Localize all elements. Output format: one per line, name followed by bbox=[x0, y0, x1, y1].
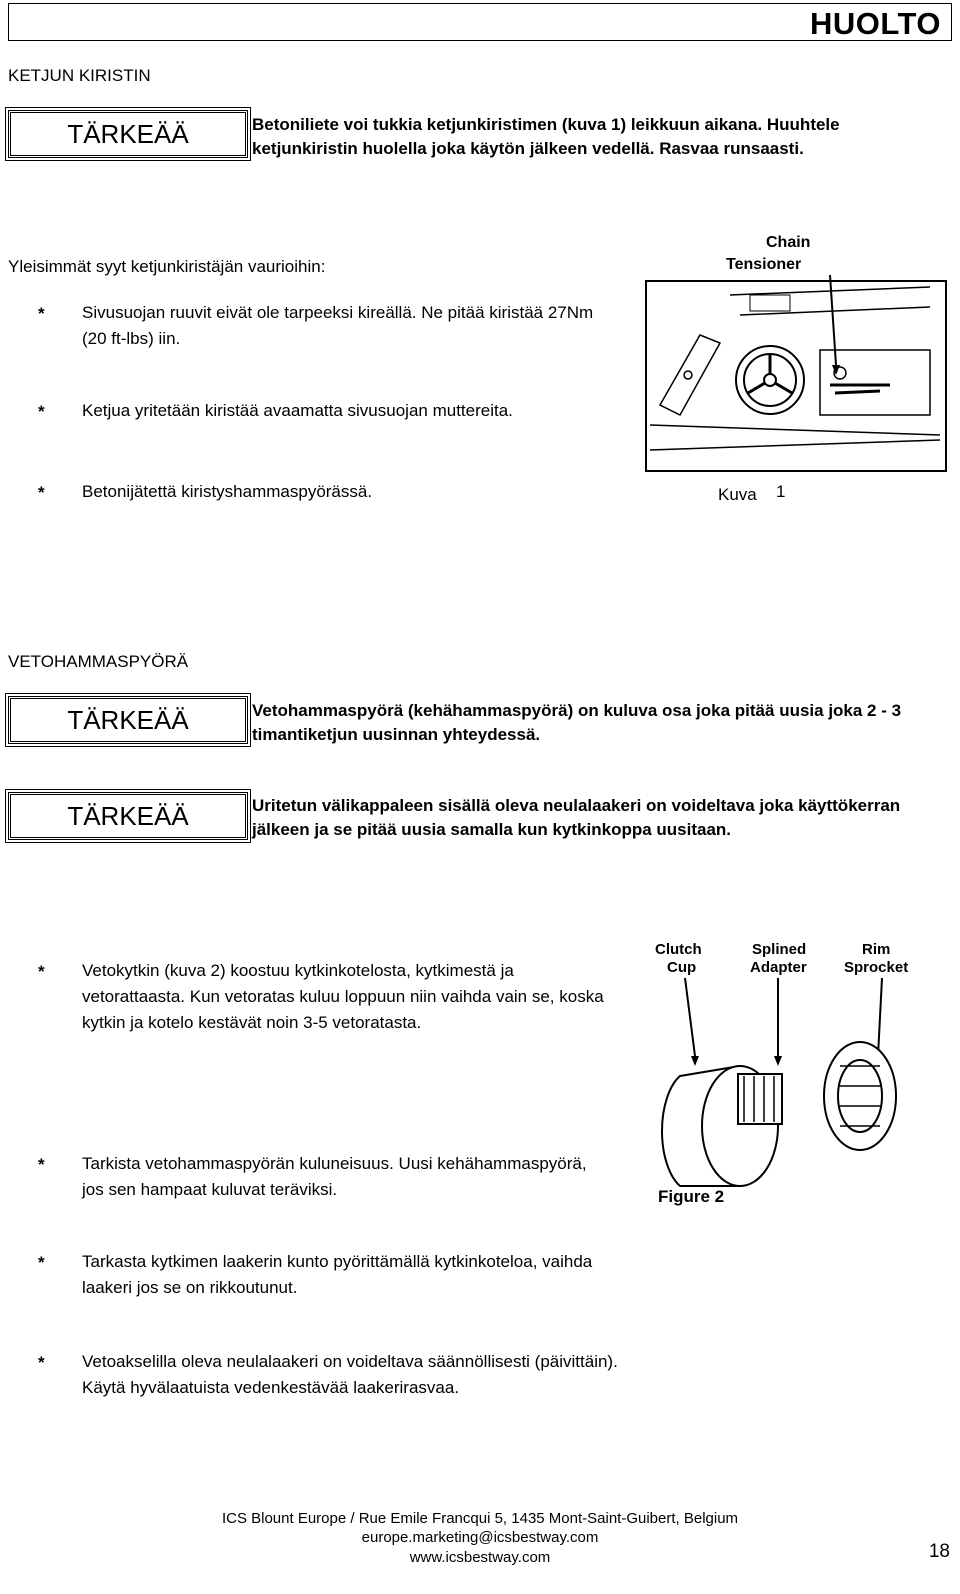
important-label: TÄRKEÄÄ bbox=[67, 118, 189, 149]
bullet-item: Sivusuojan ruuvit eivät ole tarpeeksi kireällä. Ne pitää kiristää 27Nm (20 ft-lbs) iin. bbox=[82, 303, 594, 348]
bullet-item: Tarkista vetohammaspyörän kuluneisuus. Uusi kehähammaspyörä, jos sen hampaat kuluvat teräviksi. bbox=[82, 1154, 587, 1199]
figure-label: Cup bbox=[667, 959, 697, 976]
bullet-item: Vetoakselilla oleva neulalaakeri on voideltava säännöllisesti (päivittäin). Käytä hyvälaatuista vedenkestävää laakerirasvaa. bbox=[82, 1352, 618, 1397]
bullet-marker: * bbox=[38, 962, 45, 981]
bullet-marker: * bbox=[38, 304, 45, 323]
important-box bbox=[8, 110, 248, 158]
bullet-marker: * bbox=[38, 402, 45, 421]
bullet-marker: * bbox=[38, 1353, 45, 1372]
figure-caption: Figure 2 bbox=[658, 1187, 725, 1206]
bullet-item: Tarkasta kytkimen laakerin kunto pyörittämällä kytkinkoteloa, vaihda laakeri jos se on rikkoutunut. bbox=[82, 1252, 593, 1297]
clutch-figure bbox=[640, 936, 940, 1216]
bullet-item: Ketjua yritetään kiristää avaamatta sivusuojan muttereita. bbox=[82, 401, 513, 420]
important-label: TÄRKEÄÄ bbox=[67, 800, 189, 831]
figure-label: Splined bbox=[752, 941, 807, 958]
page-title: HUOLTO bbox=[809, 6, 941, 41]
causes-title: Yleisimmät syyt ketjunkiristäjän vaurioihin: bbox=[8, 257, 326, 276]
page-number: 18 bbox=[928, 1541, 950, 1562]
bullet-marker: * bbox=[38, 483, 45, 502]
footer-website: www.icsbestway.com bbox=[409, 1549, 551, 1566]
important-text: Uritetun välikappaleen sisällä oleva neulalaakeri on voideltava joka käyttökerran jälkeen ja se pitää uusia samalla kun kytkinkoppa uusitaan. bbox=[252, 796, 901, 839]
section-title-drive-sprocket: VETOHAMMASPYÖRÄ bbox=[8, 652, 189, 671]
figure-label: Rim bbox=[862, 941, 891, 958]
chain-tensioner-figure bbox=[640, 225, 952, 515]
important-text: Vetohammaspyörä (kehähammaspyörä) on kuluva osa joka pitää uusia joka 2 - 3 timantiketjun uusinnan yhteydessä. bbox=[252, 701, 902, 744]
figure-caption: Kuva bbox=[718, 485, 757, 504]
figure-label: Chain bbox=[766, 234, 811, 251]
figure-label: Clutch bbox=[655, 941, 702, 958]
figure-label: Tensioner bbox=[726, 256, 802, 273]
bullet-item: Betonijätettä kiristyshammaspyörässä. bbox=[82, 482, 373, 501]
footer-email: europe.marketing@icsbestway.com bbox=[361, 1529, 599, 1546]
bullet-item: Vetokytkin (kuva 2) koostuu kytkinkotelosta, kytkimestä ja vetorattaasta. Kun vetoratas kuluu loppuun niin vaihda vain se, koska kytkin ja kotelo kestävät noin 3-5 vetoratasta. bbox=[82, 961, 604, 1032]
bullet-marker: * bbox=[38, 1155, 45, 1174]
figure-label: Adapter bbox=[750, 959, 807, 976]
bullet-marker: * bbox=[38, 1253, 45, 1272]
figure-label: Sprocket bbox=[844, 959, 909, 976]
important-box bbox=[8, 792, 248, 840]
page-header bbox=[8, 3, 952, 41]
important-label: TÄRKEÄÄ bbox=[67, 704, 189, 735]
section-title-chain-tensioner: KETJUN KIRISTIN bbox=[8, 66, 151, 85]
important-text: Betoniliete voi tukkia ketjunkiristimen (kuva 1) leikkuun aikana. Huuhtele ketjunkiristin huolella joka käytön jälkeen vedellä. Rasvaa runsaasti. bbox=[252, 115, 840, 158]
figure-caption-number: 1 bbox=[776, 482, 786, 501]
footer-address: ICS Blount Europe / Rue Emile Francqui 5, 1435 Mont-Saint-Guibert, Belgium bbox=[221, 1510, 739, 1527]
important-box bbox=[8, 696, 248, 744]
